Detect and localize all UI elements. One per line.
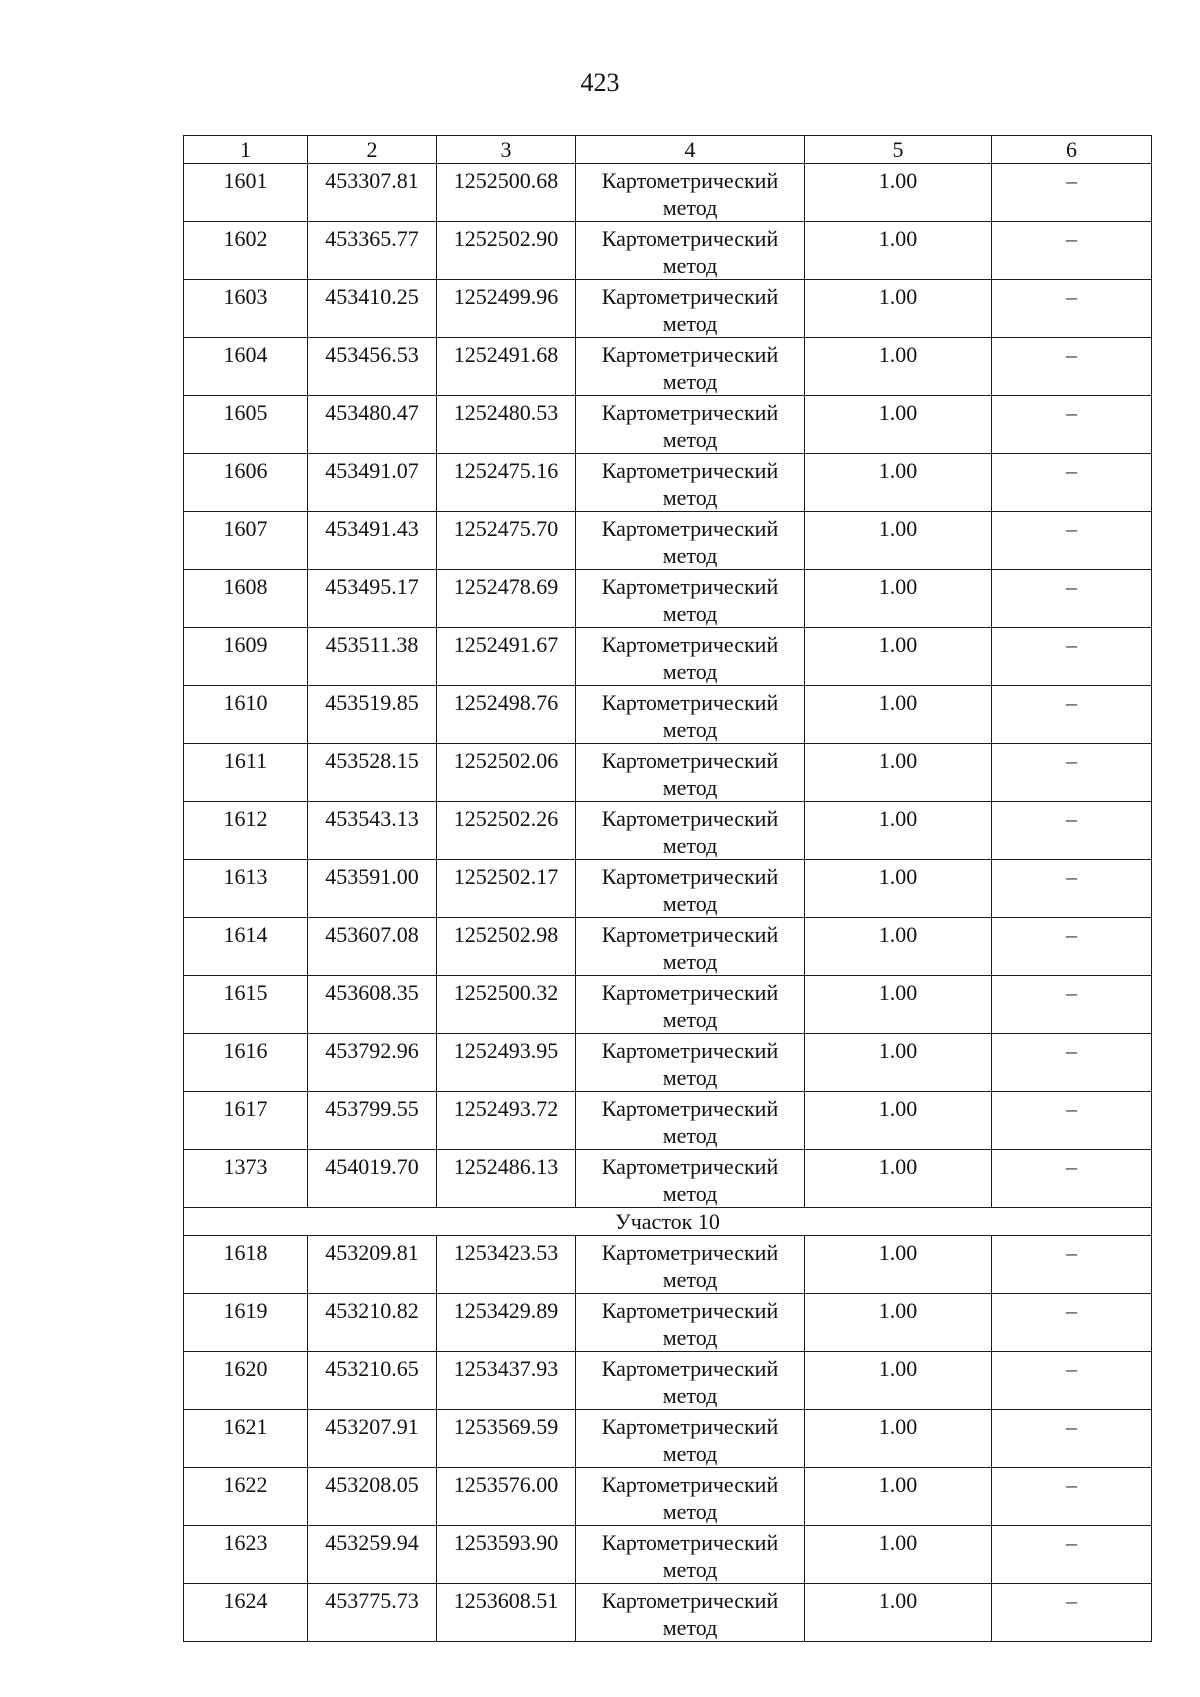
x-coordinate-cell: 453410.25 [308, 280, 437, 338]
point-number-cell: 1613 [184, 860, 308, 918]
table-row [184, 1526, 1152, 1584]
y-coordinate-cell: 1252493.95 [437, 1034, 576, 1092]
y-coordinate-cell: 1252502.90 [437, 222, 576, 280]
note-cell: – [992, 976, 1152, 1034]
method-cell: Картометрический метод [576, 1236, 805, 1294]
header-cell-1: 1 [184, 136, 308, 164]
accuracy-cell: 1.00 [805, 280, 992, 338]
note-cell: – [992, 628, 1152, 686]
point-number-cell: 1606 [184, 454, 308, 512]
table-row [184, 396, 1152, 454]
y-coordinate-cell: 1253423.53 [437, 1236, 576, 1294]
accuracy-cell: 1.00 [805, 628, 992, 686]
x-coordinate-cell: 453207.91 [308, 1410, 437, 1468]
method-cell: Картометрический метод [576, 976, 805, 1034]
point-number-cell: 1373 [184, 1150, 308, 1208]
method-cell: Картометрический метод [576, 1034, 805, 1092]
accuracy-cell: 1.00 [805, 1236, 992, 1294]
header-cell-2: 2 [308, 136, 437, 164]
x-coordinate-cell: 453365.77 [308, 222, 437, 280]
accuracy-cell: 1.00 [805, 1294, 992, 1352]
y-coordinate-cell: 1253429.89 [437, 1294, 576, 1352]
accuracy-cell: 1.00 [805, 570, 992, 628]
table-row [184, 860, 1152, 918]
accuracy-cell: 1.00 [805, 744, 992, 802]
x-coordinate-cell: 453210.82 [308, 1294, 437, 1352]
point-number-cell: 1615 [184, 976, 308, 1034]
method-cell: Картометрический метод [576, 512, 805, 570]
method-cell: Картометрический метод [576, 1584, 805, 1642]
header-cell-5: 5 [805, 136, 992, 164]
accuracy-cell: 1.00 [805, 976, 992, 1034]
accuracy-cell: 1.00 [805, 1584, 992, 1642]
table-row [184, 1150, 1152, 1208]
table-body [184, 136, 1152, 1642]
point-number-cell: 1609 [184, 628, 308, 686]
point-number-cell: 1608 [184, 570, 308, 628]
x-coordinate-cell: 453528.15 [308, 744, 437, 802]
table-row [184, 976, 1152, 1034]
note-cell: – [992, 1468, 1152, 1526]
table-row [184, 512, 1152, 570]
x-coordinate-cell: 453799.55 [308, 1092, 437, 1150]
x-coordinate-cell: 453208.05 [308, 1468, 437, 1526]
y-coordinate-cell: 1252502.26 [437, 802, 576, 860]
note-cell: – [992, 1034, 1152, 1092]
y-coordinate-cell: 1253569.59 [437, 1410, 576, 1468]
point-number-cell: 1607 [184, 512, 308, 570]
note-cell: – [992, 1236, 1152, 1294]
point-number-cell: 1616 [184, 1034, 308, 1092]
y-coordinate-cell: 1252502.98 [437, 918, 576, 976]
accuracy-cell: 1.00 [805, 1034, 992, 1092]
table-row [184, 1034, 1152, 1092]
table-row [184, 686, 1152, 744]
accuracy-cell: 1.00 [805, 802, 992, 860]
note-cell: – [992, 1150, 1152, 1208]
accuracy-cell: 1.00 [805, 512, 992, 570]
x-coordinate-cell: 453259.94 [308, 1526, 437, 1584]
note-cell: – [992, 918, 1152, 976]
section-row [184, 1208, 1152, 1236]
table-row [184, 570, 1152, 628]
point-number-cell: 1604 [184, 338, 308, 396]
note-cell: – [992, 164, 1152, 222]
table-row [184, 802, 1152, 860]
note-cell: – [992, 512, 1152, 570]
point-number-cell: 1605 [184, 396, 308, 454]
x-coordinate-cell: 453491.43 [308, 512, 437, 570]
table-row [184, 918, 1152, 976]
accuracy-cell: 1.00 [805, 164, 992, 222]
method-cell: Картометрический метод [576, 164, 805, 222]
accuracy-cell: 1.00 [805, 454, 992, 512]
header-row [184, 136, 1152, 164]
method-cell: Картометрический метод [576, 1468, 805, 1526]
y-coordinate-cell: 1253437.93 [437, 1352, 576, 1410]
method-cell: Картометрический метод [576, 1294, 805, 1352]
accuracy-cell: 1.00 [805, 686, 992, 744]
point-number-cell: 1617 [184, 1092, 308, 1150]
y-coordinate-cell: 1252493.72 [437, 1092, 576, 1150]
accuracy-cell: 1.00 [805, 1410, 992, 1468]
accuracy-cell: 1.00 [805, 396, 992, 454]
point-number-cell: 1614 [184, 918, 308, 976]
table-row [184, 1410, 1152, 1468]
accuracy-cell: 1.00 [805, 338, 992, 396]
x-coordinate-cell: 453456.53 [308, 338, 437, 396]
note-cell: – [992, 1584, 1152, 1642]
method-cell: Картометрический метод [576, 686, 805, 744]
note-cell: – [992, 860, 1152, 918]
x-coordinate-cell: 453519.85 [308, 686, 437, 744]
note-cell: – [992, 570, 1152, 628]
y-coordinate-cell: 1253593.90 [437, 1526, 576, 1584]
x-coordinate-cell: 454019.70 [308, 1150, 437, 1208]
x-coordinate-cell: 453543.13 [308, 802, 437, 860]
table-row [184, 1352, 1152, 1410]
y-coordinate-cell: 1252486.13 [437, 1150, 576, 1208]
note-cell: – [992, 1526, 1152, 1584]
accuracy-cell: 1.00 [805, 222, 992, 280]
table-row [184, 222, 1152, 280]
note-cell: – [992, 744, 1152, 802]
note-cell: – [992, 454, 1152, 512]
note-cell: – [992, 1092, 1152, 1150]
x-coordinate-cell: 453591.00 [308, 860, 437, 918]
note-cell: – [992, 686, 1152, 744]
x-coordinate-cell: 453491.07 [308, 454, 437, 512]
accuracy-cell: 1.00 [805, 1092, 992, 1150]
method-cell: Картометрический метод [576, 338, 805, 396]
table-row [184, 454, 1152, 512]
point-number-cell: 1619 [184, 1294, 308, 1352]
point-number-cell: 1602 [184, 222, 308, 280]
method-cell: Картометрический метод [576, 280, 805, 338]
accuracy-cell: 1.00 [805, 1526, 992, 1584]
point-number-cell: 1621 [184, 1410, 308, 1468]
note-cell: – [992, 802, 1152, 860]
note-cell: – [992, 1352, 1152, 1410]
header-cell-3: 3 [437, 136, 576, 164]
x-coordinate-cell: 453511.38 [308, 628, 437, 686]
table-row [184, 1294, 1152, 1352]
y-coordinate-cell: 1252475.16 [437, 454, 576, 512]
method-cell: Картометрический метод [576, 1150, 805, 1208]
y-coordinate-cell: 1252491.68 [437, 338, 576, 396]
coordinates-table [183, 135, 1152, 1642]
method-cell: Картометрический метод [576, 1352, 805, 1410]
x-coordinate-cell: 453480.47 [308, 396, 437, 454]
note-cell: – [992, 280, 1152, 338]
method-cell: Картометрический метод [576, 222, 805, 280]
point-number-cell: 1620 [184, 1352, 308, 1410]
header-cell-4: 4 [576, 136, 805, 164]
y-coordinate-cell: 1252499.96 [437, 280, 576, 338]
accuracy-cell: 1.00 [805, 1150, 992, 1208]
method-cell: Картометрический метод [576, 1526, 805, 1584]
x-coordinate-cell: 453210.65 [308, 1352, 437, 1410]
point-number-cell: 1611 [184, 744, 308, 802]
x-coordinate-cell: 453307.81 [308, 164, 437, 222]
y-coordinate-cell: 1253576.00 [437, 1468, 576, 1526]
x-coordinate-cell: 453608.35 [308, 976, 437, 1034]
y-coordinate-cell: 1252498.76 [437, 686, 576, 744]
table-row [184, 744, 1152, 802]
method-cell: Картометрический метод [576, 570, 805, 628]
point-number-cell: 1618 [184, 1236, 308, 1294]
table-row [184, 1236, 1152, 1294]
point-number-cell: 1624 [184, 1584, 308, 1642]
table-row [184, 628, 1152, 686]
method-cell: Картометрический метод [576, 918, 805, 976]
table-row [184, 1468, 1152, 1526]
method-cell: Картометрический метод [576, 1092, 805, 1150]
note-cell: – [992, 1410, 1152, 1468]
y-coordinate-cell: 1252480.53 [437, 396, 576, 454]
y-coordinate-cell: 1252491.67 [437, 628, 576, 686]
y-coordinate-cell: 1252475.70 [437, 512, 576, 570]
y-coordinate-cell: 1252500.32 [437, 976, 576, 1034]
accuracy-cell: 1.00 [805, 1352, 992, 1410]
note-cell: – [992, 222, 1152, 280]
y-coordinate-cell: 1252478.69 [437, 570, 576, 628]
x-coordinate-cell: 453209.81 [308, 1236, 437, 1294]
accuracy-cell: 1.00 [805, 1468, 992, 1526]
point-number-cell: 1623 [184, 1526, 308, 1584]
accuracy-cell: 1.00 [805, 860, 992, 918]
table-row [184, 164, 1152, 222]
table-row [184, 1584, 1152, 1642]
point-number-cell: 1610 [184, 686, 308, 744]
method-cell: Картометрический метод [576, 628, 805, 686]
note-cell: – [992, 338, 1152, 396]
x-coordinate-cell: 453495.17 [308, 570, 437, 628]
point-number-cell: 1622 [184, 1468, 308, 1526]
method-cell: Картометрический метод [576, 744, 805, 802]
y-coordinate-cell: 1253608.51 [437, 1584, 576, 1642]
page-number [0, 68, 1200, 98]
table-row [184, 338, 1152, 396]
table-row [184, 1092, 1152, 1150]
method-cell: Картометрический метод [576, 454, 805, 512]
y-coordinate-cell: 1252502.06 [437, 744, 576, 802]
method-cell: Картометрический метод [576, 860, 805, 918]
point-number-cell: 1603 [184, 280, 308, 338]
x-coordinate-cell: 453775.73 [308, 1584, 437, 1642]
method-cell: Картометрический метод [576, 802, 805, 860]
x-coordinate-cell: 453607.08 [308, 918, 437, 976]
note-cell: – [992, 396, 1152, 454]
method-cell: Картометрический метод [576, 396, 805, 454]
note-cell: – [992, 1294, 1152, 1352]
table-row [184, 280, 1152, 338]
accuracy-cell: 1.00 [805, 918, 992, 976]
point-number-cell: 1601 [184, 164, 308, 222]
y-coordinate-cell: 1252502.17 [437, 860, 576, 918]
x-coordinate-cell: 453792.96 [308, 1034, 437, 1092]
method-cell: Картометрический метод [576, 1410, 805, 1468]
page-number-text: 423 [580, 68, 620, 97]
point-number-cell: 1612 [184, 802, 308, 860]
header-cell-6: 6 [992, 136, 1152, 164]
section-title: Участок 10 [184, 1208, 1152, 1236]
y-coordinate-cell: 1252500.68 [437, 164, 576, 222]
